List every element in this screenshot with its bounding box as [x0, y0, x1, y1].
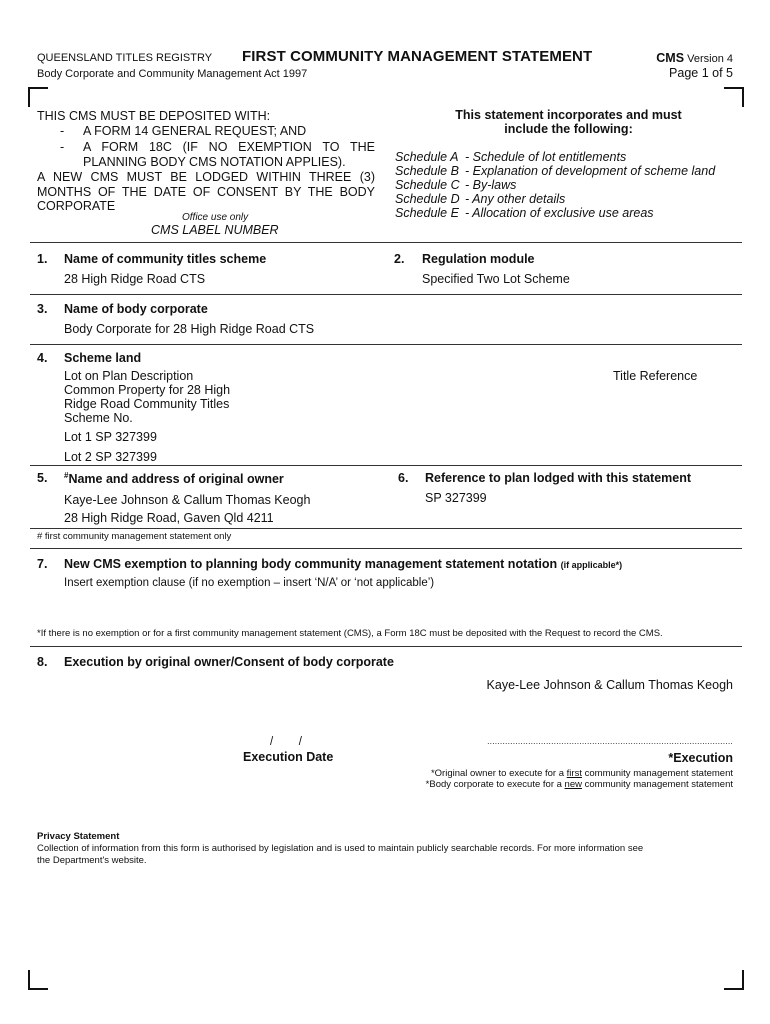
hash-mark: # — [64, 471, 69, 480]
deposit-dash-1: - — [60, 124, 65, 138]
schedule-desc: - Explanation of development of scheme land — [465, 164, 716, 178]
page-title: FIRST COMMUNITY MANAGEMENT STATEMENT — [242, 48, 593, 65]
schedule-item — [395, 178, 715, 192]
page-number: Page 1 of 5 — [669, 66, 733, 80]
section-1-number: 1. — [37, 252, 48, 266]
section-4-label: Scheme land — [64, 351, 142, 365]
section-5-label-text: Name and address of original owner — [68, 472, 284, 487]
section-2-number: 2. — [394, 252, 405, 266]
section-7-label — [64, 557, 622, 571]
privacy-line-1: Collection of information from this form is authorised by legislation and is used to maintain publicly searchable records. For more information see — [37, 843, 644, 854]
divider — [30, 242, 742, 243]
deposit-item-2b: PLANNING BODY CMS NOTATION APPLIES). — [83, 155, 346, 169]
star-footnote: *If there is no exemption or for a first community management statement (CMS), a Form 18C must be deposited with the Request to record the CMS. — [37, 628, 663, 639]
section-1-label: Name of community titles scheme — [64, 252, 267, 266]
exemption-instruction: Insert exemption clause (if no exemption – insert ‘N/A’ or ‘not applicable’) — [64, 577, 435, 589]
schedule-desc: - Allocation of exclusive use areas — [465, 206, 654, 220]
schedule-name: Schedule E — [395, 206, 459, 220]
lodge-line-3: CORPORATE — [37, 199, 116, 213]
scheme-name-value: 28 High Ridge Road CTS — [64, 272, 206, 286]
deposit-item-2a: A FORM 18C (IF NO EXEMPTION TO THE — [83, 140, 375, 154]
execution-note-2 — [426, 779, 733, 790]
note-text: community management statement — [581, 768, 733, 779]
execution-note-1 — [426, 768, 733, 779]
schedule-name: Schedule D — [395, 192, 460, 206]
section-7-number: 7. — [37, 557, 48, 571]
section-5-number: 5. — [37, 471, 48, 485]
lodge-line-1: A NEW CMS MUST BE LODGED WITHIN THREE (3) — [37, 170, 375, 184]
schedule-desc: - Any other details — [465, 192, 566, 206]
divider — [30, 528, 742, 529]
body-corporate-value: Body Corporate for 28 High Ridge Road CTS — [64, 322, 315, 336]
cms-version — [656, 51, 733, 65]
original-owner-name: Kaye-Lee Johnson & Callum Thomas Keogh — [64, 493, 311, 507]
schedule-desc: - By-laws — [465, 178, 517, 192]
divider — [30, 344, 742, 345]
schedules-heading-1: This statement incorporates and must — [455, 108, 682, 122]
common-property-line: Ridge Road Community Titles — [64, 397, 230, 411]
note-underlined: new — [564, 779, 582, 790]
corner-mark-bottom-right — [724, 970, 744, 990]
version-label: Version 4 — [687, 53, 733, 65]
lodge-line-2: MONTHS OF THE DATE OF CONSENT BY THE BODY — [37, 185, 375, 199]
section-8-number: 8. — [37, 655, 48, 669]
schedules-heading-2: include the following: — [504, 122, 633, 136]
lot-2: Lot 2 SP 327399 — [64, 450, 157, 464]
privacy-line-2: the Department's website. — [37, 854, 147, 866]
lot-plan-heading: Lot on Plan Description — [64, 369, 194, 383]
act-name: Body Corporate and Community Management Act 1997 — [37, 68, 308, 80]
hash-footnote: # first community management statement only — [37, 531, 232, 542]
execution-label: *Execution — [668, 751, 733, 765]
office-use-label: Office use only — [182, 212, 249, 223]
divider — [30, 294, 742, 295]
schedule-item — [395, 206, 715, 220]
execution-notes — [426, 768, 733, 790]
section-3-label: Name of body corporate — [64, 302, 208, 316]
signatory-name: Kaye-Lee Johnson & Callum Thomas Keogh — [486, 678, 733, 692]
deposit-item-1: A FORM 14 GENERAL REQUEST; AND — [83, 124, 307, 138]
corner-mark-bottom-left — [28, 970, 48, 990]
execution-date-label: Execution Date — [243, 750, 334, 764]
schedule-item — [395, 150, 715, 164]
original-owner-address: 28 High Ridge Road, Gaven Qld 4211 — [64, 511, 274, 525]
note-underlined: first — [566, 768, 582, 779]
common-property-line: Scheme No. — [64, 411, 133, 425]
schedule-name: Schedule B — [395, 164, 459, 178]
divider — [30, 465, 742, 466]
divider — [30, 646, 742, 647]
section-5-label — [64, 471, 284, 486]
schedule-item — [395, 192, 715, 206]
schedule-desc: - Schedule of lot entitlements — [465, 150, 627, 164]
section-2-label: Regulation module — [422, 252, 535, 266]
section-3-number: 3. — [37, 302, 48, 316]
corner-mark-top-left — [28, 87, 48, 107]
signature-line: ................................................................................................ — [487, 736, 733, 746]
title-reference-heading: Title Reference — [613, 369, 698, 383]
schedule-list — [395, 150, 715, 220]
corner-mark-top-right — [724, 87, 744, 107]
section-8-label: Execution by original owner/Consent of body corporate — [64, 655, 394, 669]
divider — [30, 548, 742, 549]
plan-reference-value: SP 327399 — [425, 491, 487, 505]
section-7-label-text: New CMS exemption to planning body community management statement notation — [64, 557, 558, 571]
privacy-text — [37, 843, 737, 866]
registry-name: QUEENSLAND TITLES REGISTRY — [37, 52, 213, 64]
privacy-heading: Privacy Statement — [37, 831, 120, 842]
schedule-name: Schedule C — [395, 178, 460, 192]
common-property-line: Common Property for 28 High — [64, 383, 231, 397]
scheme-land-description — [64, 369, 230, 425]
section-4-number: 4. — [37, 351, 48, 365]
note-text: community management statement — [581, 779, 733, 790]
note-text: *Body corporate to execute for a — [425, 779, 565, 790]
cms-label-number: CMS LABEL NUMBER — [151, 223, 279, 237]
deposit-heading: THIS CMS MUST BE DEPOSITED WITH: — [37, 109, 271, 123]
schedule-item — [395, 164, 715, 178]
section-6-number: 6. — [398, 471, 409, 485]
section-7-suffix: (if applicable*) — [560, 560, 623, 570]
deposit-dash-2: - — [60, 140, 65, 154]
cms-label: CMS — [656, 51, 685, 65]
lot-1: Lot 1 SP 327399 — [64, 430, 157, 444]
section-6-label: Reference to plan lodged with this statement — [425, 471, 692, 485]
date-slashes: / / — [270, 736, 302, 748]
regulation-module-value: Specified Two Lot Scheme — [422, 272, 570, 286]
note-text: *Original owner to execute for a — [430, 768, 567, 779]
schedule-name: Schedule A — [395, 150, 459, 164]
